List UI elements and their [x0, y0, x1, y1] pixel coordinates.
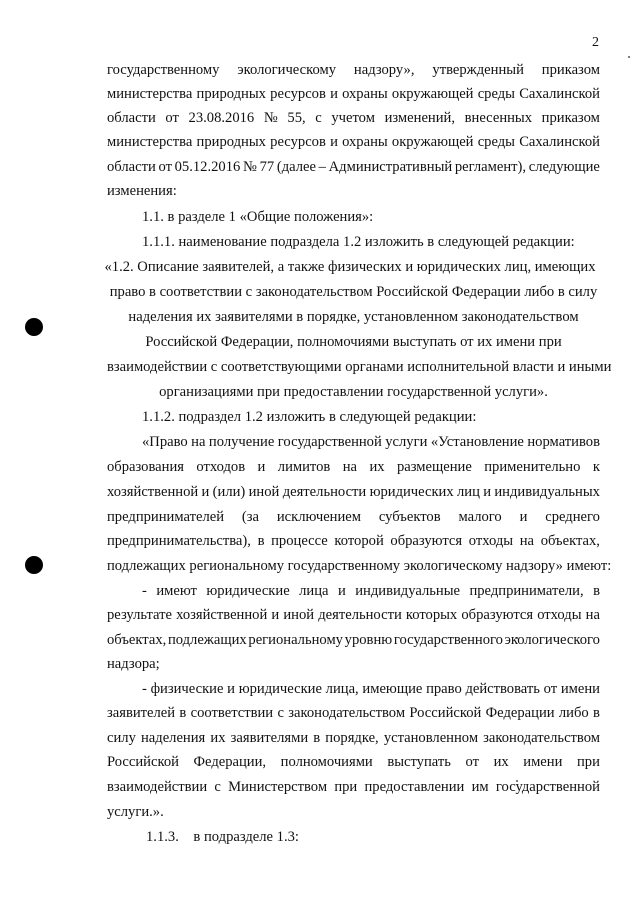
- word: -: [142, 583, 147, 599]
- text-line: надзора;: [107, 656, 160, 672]
- text-line: [107, 82, 600, 106]
- text-line: [142, 677, 600, 701]
- word: иной: [248, 484, 280, 500]
- word: и: [271, 607, 280, 623]
- word: применительно: [484, 459, 581, 475]
- word: среды: [477, 134, 515, 150]
- word: заявителей: [107, 705, 176, 721]
- word: –: [318, 159, 326, 175]
- word: заявителями: [230, 730, 309, 746]
- text-line: [107, 750, 600, 774]
- word: государственного: [393, 632, 503, 648]
- word: юридические: [238, 681, 322, 697]
- word: в: [593, 583, 600, 599]
- word: приказом: [541, 62, 600, 78]
- word: результате: [107, 607, 172, 623]
- word: подлежащих: [167, 632, 247, 648]
- text-line: [107, 628, 600, 652]
- word: лимитов: [277, 459, 331, 475]
- word: среды: [477, 86, 515, 102]
- word: ресурсов: [270, 134, 326, 150]
- text-line: [107, 505, 600, 529]
- word: размещение: [396, 459, 472, 475]
- word: образования: [107, 459, 184, 475]
- word: установленном: [383, 730, 479, 746]
- word: их: [210, 730, 226, 746]
- text-line: [107, 155, 600, 179]
- word: внесенных: [464, 110, 533, 126]
- word: министерства: [107, 134, 193, 150]
- word: субъектов: [378, 509, 441, 525]
- word: либо: [558, 705, 589, 721]
- word: которых: [405, 607, 458, 623]
- text-line: [107, 58, 600, 82]
- word: №: [263, 110, 278, 126]
- text-line: [107, 775, 600, 799]
- word: законодательством: [288, 705, 406, 721]
- word: от: [158, 159, 172, 175]
- word: от: [165, 110, 179, 126]
- word: от: [465, 754, 479, 770]
- text-line: [107, 480, 600, 504]
- word: регламент),: [454, 159, 527, 175]
- word: министерства: [107, 86, 193, 102]
- text-line: услуги.».: [107, 804, 164, 820]
- word: отходы: [537, 607, 582, 623]
- word: предпринимательства),: [107, 533, 251, 549]
- word: утвержденный: [432, 62, 524, 78]
- word: природных: [196, 134, 266, 150]
- text-line: [107, 130, 600, 154]
- word: имеют: [156, 583, 197, 599]
- word: приказом: [541, 110, 600, 126]
- word: в: [257, 533, 265, 549]
- word: и: [337, 583, 346, 599]
- scan-speck: [628, 56, 630, 58]
- text-line: изменения:: [107, 183, 177, 199]
- text-line: 1.1. в разделе 1 «Общие положения»:: [142, 209, 374, 225]
- word: и: [483, 484, 492, 500]
- text-line: [107, 455, 600, 479]
- word: Сахалинской: [519, 134, 600, 150]
- word: действовать: [465, 681, 540, 697]
- word: объектах,: [540, 533, 600, 549]
- word: в: [313, 730, 321, 746]
- word: государственной: [495, 779, 600, 795]
- word: хозяйственной: [107, 484, 199, 500]
- word: в: [179, 705, 187, 721]
- word: им: [471, 779, 489, 795]
- word: деятельности: [282, 484, 367, 500]
- word: их: [493, 754, 509, 770]
- word: отходы: [468, 533, 514, 549]
- word: взаимодействии: [107, 779, 208, 795]
- word: 23.08.2016: [188, 110, 255, 126]
- word: экологического: [504, 632, 600, 648]
- word: предоставлении: [364, 779, 465, 795]
- word: и: [519, 509, 528, 525]
- word: исключением: [276, 509, 361, 525]
- word: наделения: [140, 730, 206, 746]
- word: охраны: [342, 86, 388, 102]
- text-line: [142, 430, 600, 454]
- word: Федерации: [485, 705, 555, 721]
- word: при: [334, 779, 358, 795]
- word: хозяйственной: [176, 607, 268, 623]
- word: надзору»,: [353, 62, 415, 78]
- word: выступать: [387, 754, 451, 770]
- text-line: наделения их заявителями в порядке, установленном законодательством: [128, 309, 579, 325]
- text-line: [107, 106, 600, 130]
- text-line: [107, 529, 600, 553]
- word: при: [577, 754, 600, 770]
- text-line: организациями при предоставлении государственной услуги».: [159, 384, 548, 400]
- word: силу: [107, 730, 136, 746]
- word: юридические: [206, 583, 290, 599]
- word: иной: [283, 607, 315, 623]
- word: предприниматели,: [469, 583, 584, 599]
- word: региональному: [248, 632, 343, 648]
- word: от: [543, 681, 558, 697]
- word: которой: [334, 533, 384, 549]
- word: на: [342, 459, 358, 475]
- word: 55,: [287, 110, 306, 126]
- word: окружающей: [391, 134, 474, 150]
- word: полномочиями: [280, 754, 373, 770]
- word: «Право: [142, 434, 188, 450]
- word: охраны: [342, 134, 388, 150]
- word: учетом: [331, 110, 375, 126]
- word: малого: [458, 509, 502, 525]
- word: (далее: [276, 159, 316, 175]
- word: нормативов: [527, 434, 600, 450]
- word: с: [277, 705, 284, 721]
- word: деятельности: [318, 607, 402, 623]
- word: соответствии: [190, 705, 274, 721]
- word: право: [426, 681, 462, 697]
- word: (или): [212, 484, 246, 500]
- punch-hole-mark: [25, 556, 43, 574]
- word: услуги: [385, 434, 428, 450]
- text-line: «1.2. Описание заявителей, а также физических и юридических лиц, имеющих: [104, 259, 596, 275]
- word: имени: [560, 681, 600, 697]
- word: на: [519, 533, 535, 549]
- word: на: [585, 607, 600, 623]
- text-line: [142, 579, 600, 603]
- word: законодательством: [483, 730, 600, 746]
- word: ресурсов: [270, 86, 326, 102]
- word: процессе: [271, 533, 328, 549]
- word: имеющие: [362, 681, 423, 697]
- word: Министерством: [228, 779, 328, 795]
- word: -: [142, 681, 147, 697]
- word: юридических: [369, 484, 454, 500]
- text-line: 1.1.3. в подразделе 1.3:: [146, 829, 299, 845]
- word: Российской: [409, 705, 482, 721]
- word: физические: [150, 681, 224, 697]
- word: их: [369, 459, 385, 475]
- word: №: [242, 159, 257, 175]
- word: с: [214, 779, 221, 795]
- text-line: подлежащих региональному государственному экологическому надзору» имеют:: [107, 558, 612, 574]
- text-line: [107, 603, 600, 627]
- word: предпринимателей: [107, 509, 225, 525]
- text-line: право в соответствии с законодательством Российской Федерации либо в силу: [109, 284, 598, 300]
- word: на: [191, 434, 206, 450]
- word: и: [257, 459, 266, 475]
- word: (за: [241, 509, 259, 525]
- word: к: [592, 459, 600, 475]
- word: Административный: [328, 159, 453, 175]
- word: 77: [259, 159, 275, 175]
- word: государственному: [107, 62, 220, 78]
- punch-hole-mark: [25, 318, 43, 336]
- text-line: 1.1.1. наименование подраздела 1.2 изложить в следующей редакции:: [142, 234, 575, 250]
- word: экологическому: [237, 62, 337, 78]
- word: государственной: [277, 434, 382, 450]
- word: индивидуальных: [494, 484, 600, 500]
- word: Сахалинской: [519, 86, 600, 102]
- word: среднего: [545, 509, 600, 525]
- word: области: [107, 159, 156, 175]
- word: лица,: [325, 681, 359, 697]
- word: получение: [208, 434, 275, 450]
- text-line: взаимодействии с соответствующими органами исполнительной власти и иными: [107, 359, 612, 375]
- word: имени: [523, 754, 563, 770]
- word: и: [201, 484, 210, 500]
- word: «Установление: [430, 434, 524, 450]
- word: индивидуальные: [355, 583, 460, 599]
- word: лица: [299, 583, 329, 599]
- page-number: 2: [592, 35, 599, 50]
- text-line: [107, 701, 600, 725]
- word: окружающей: [391, 86, 474, 102]
- word: образуются: [461, 607, 534, 623]
- word: в: [593, 705, 600, 721]
- word: и: [227, 681, 235, 697]
- word: следующие: [528, 159, 600, 175]
- word: Федерации,: [193, 754, 267, 770]
- word: области: [107, 110, 156, 126]
- word: объектах,: [107, 632, 167, 648]
- word: природных: [196, 86, 266, 102]
- text-line: Российской Федерации, полномочиями выступать от их имени при: [145, 334, 562, 350]
- word: и: [330, 86, 338, 102]
- text-line: 1.1.2. подраздел 1.2 изложить в следующей редакции:: [142, 409, 477, 425]
- word: и: [330, 134, 338, 150]
- word: лиц: [457, 484, 480, 500]
- word: отходов: [196, 459, 246, 475]
- word: порядке,: [325, 730, 379, 746]
- text-line: [107, 726, 600, 750]
- word: с: [315, 110, 322, 126]
- word: образуются: [390, 533, 463, 549]
- word: уровню: [344, 632, 393, 648]
- word: Российской: [107, 754, 179, 770]
- word: 05.12.2016: [174, 159, 241, 175]
- word: изменений,: [384, 110, 456, 126]
